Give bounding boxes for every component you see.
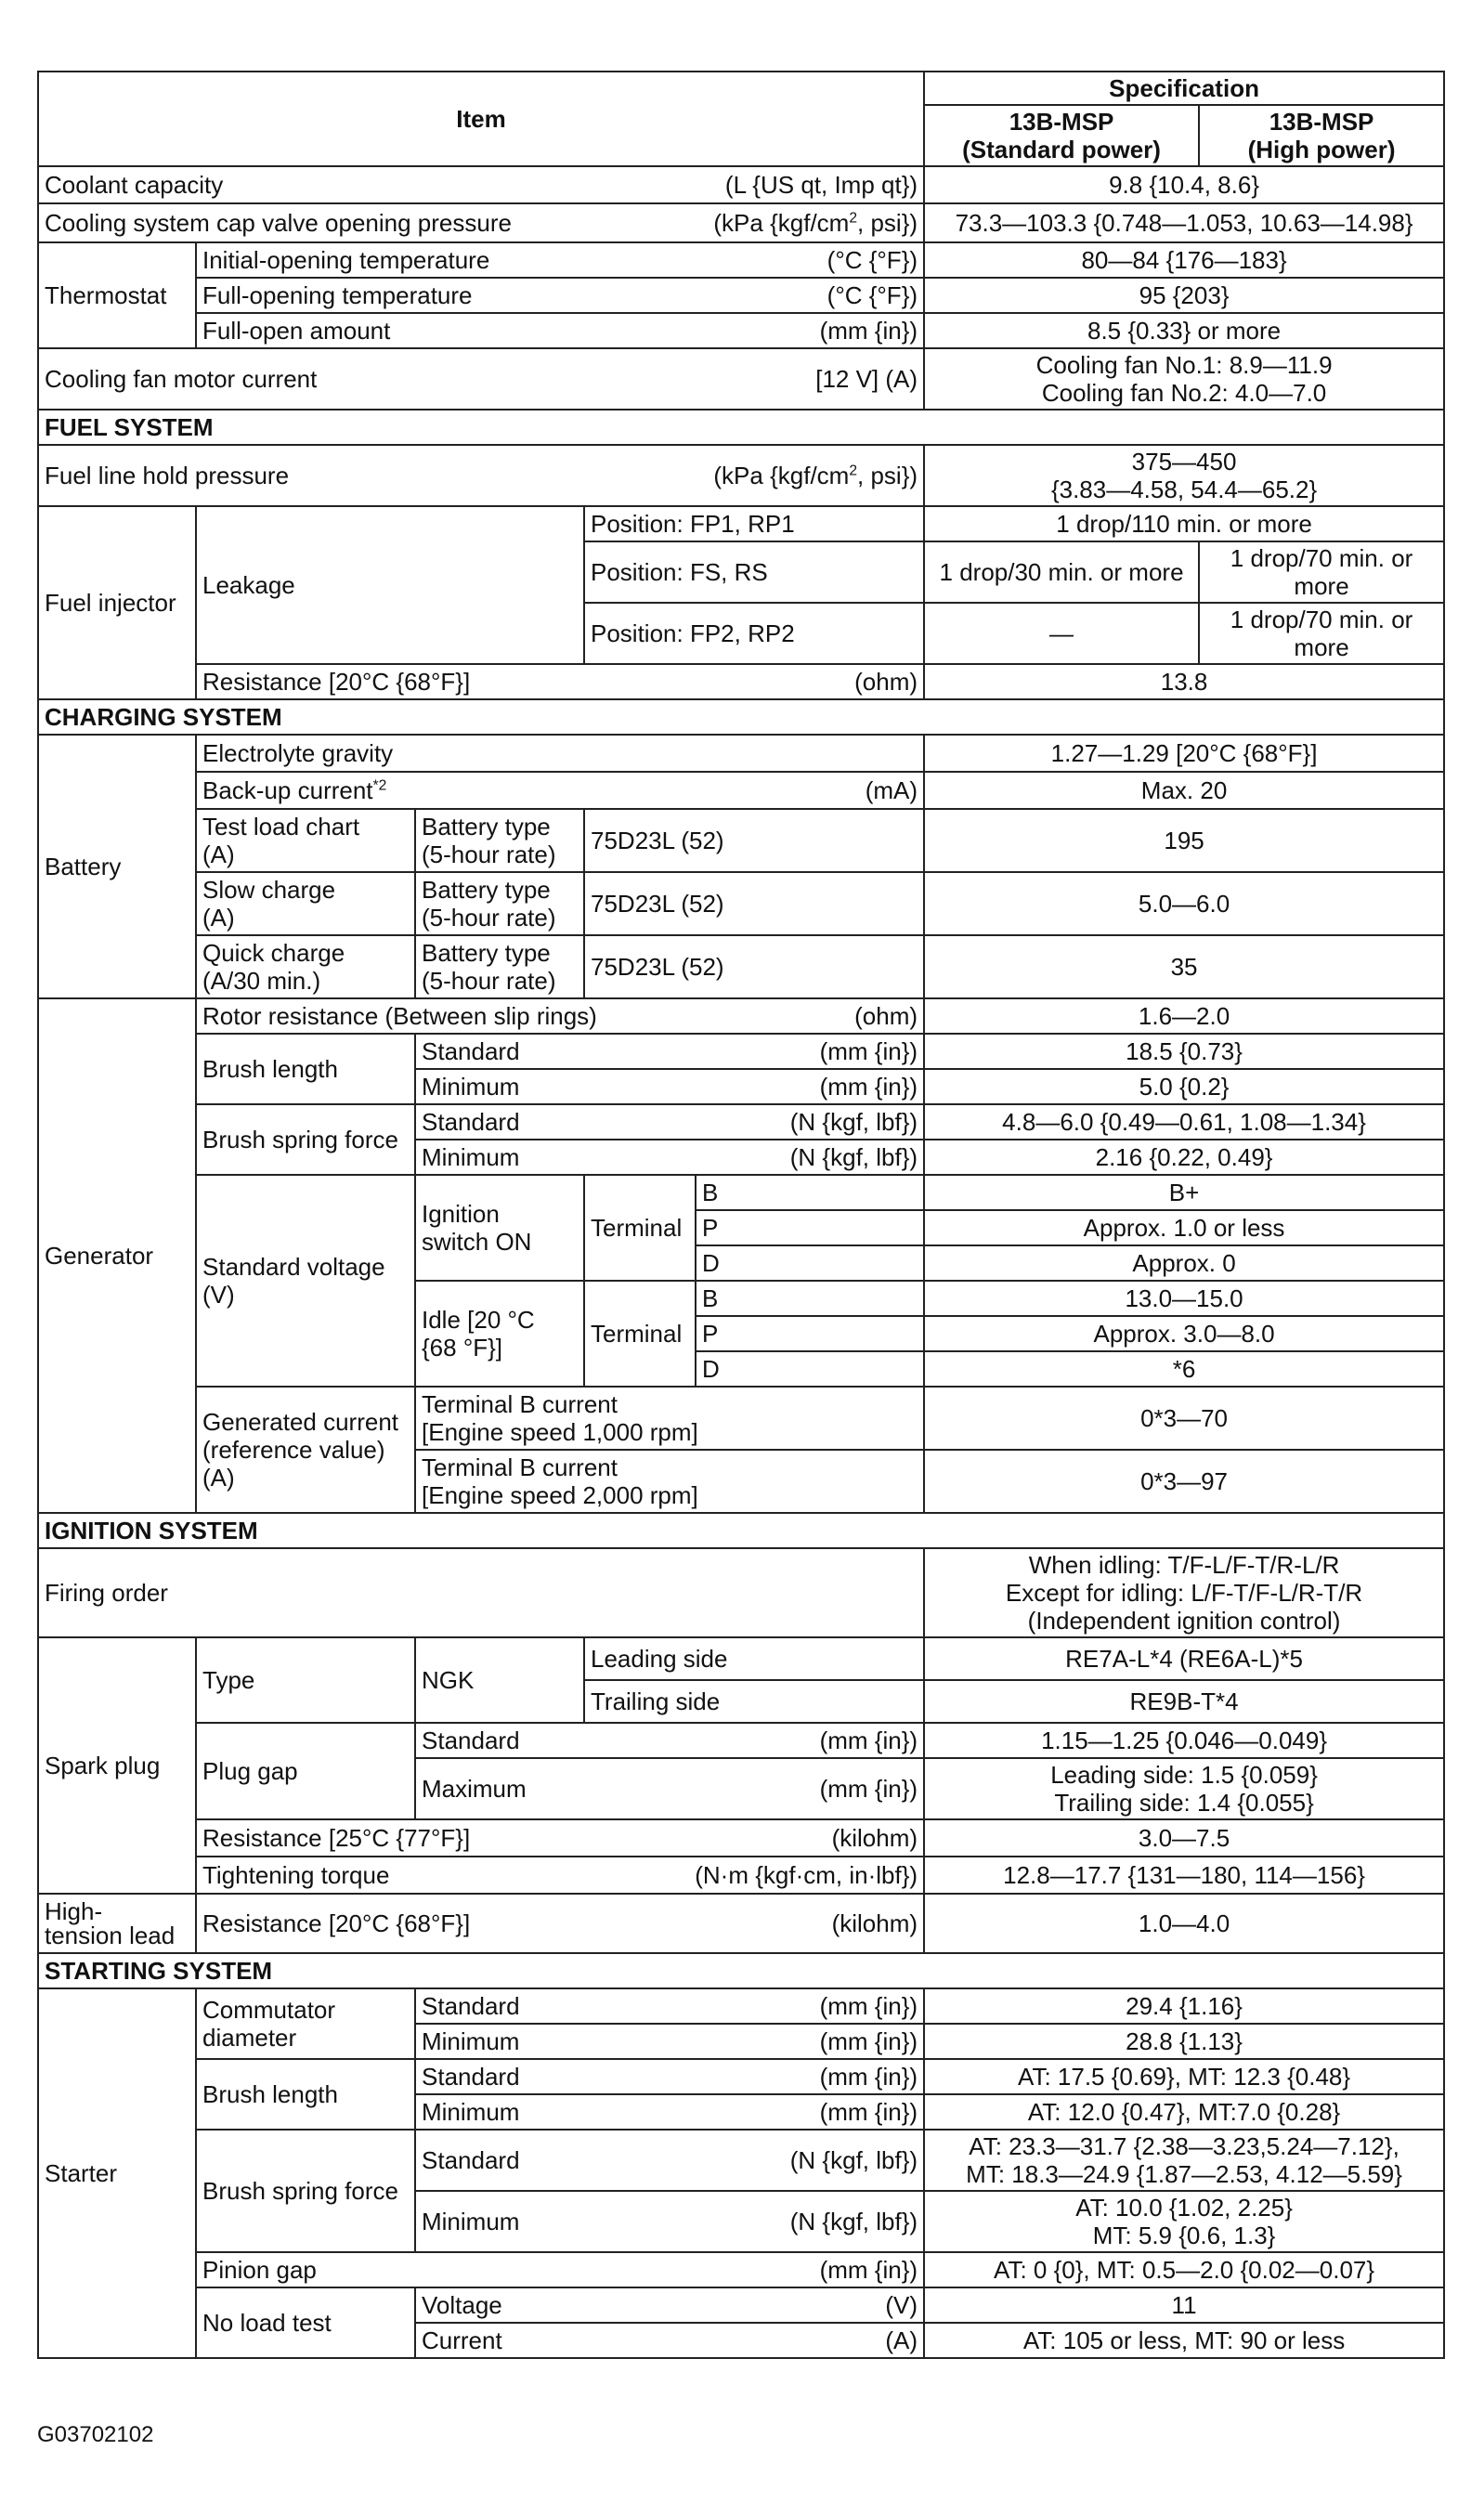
- fuel-line-value: [924, 445, 1444, 506]
- idle-p-value: Approx. 3.0—8.0: [924, 1316, 1444, 1351]
- cap-valve-label: [38, 203, 924, 242]
- section-fuel-system: FUEL SYSTEM: [38, 410, 1444, 445]
- label-text: Minimum: [422, 2027, 520, 2055]
- unit: (N {kgf, lbf}): [789, 2146, 918, 2174]
- voltage-label: [415, 2287, 924, 2323]
- unit: (mm {in}): [819, 1073, 918, 1101]
- thermostat-full-label: [196, 278, 924, 313]
- slow-charge-label: Slow charge (A): [196, 872, 415, 935]
- terminal-d: D: [696, 1245, 924, 1281]
- unit: (A): [885, 2326, 918, 2354]
- unit: (mm {in}): [819, 2063, 918, 2091]
- unit: (mm {in}): [819, 1992, 918, 2020]
- standard-voltage-label: Standard voltage (V): [196, 1175, 415, 1387]
- unit: (V): [885, 2291, 918, 2319]
- commutator-label: Commutator diameter: [196, 1988, 415, 2059]
- gen-bl-standard: [415, 1034, 924, 1069]
- slow-charge-value: 5.0—6.0: [924, 872, 1444, 935]
- label-text: Full-opening temperature: [202, 281, 473, 309]
- gen-brush-length-label: Brush length: [196, 1034, 415, 1104]
- unit: (N·m {kgf·cm, in·lbf}): [695, 1861, 918, 1889]
- label-text: Minimum: [422, 2098, 520, 2126]
- electrolyte-label: Electrolyte gravity: [196, 735, 924, 772]
- unit: (mm {in}): [819, 2256, 918, 2284]
- ignition-on-label: Ignition switch ON: [415, 1175, 584, 1281]
- thermostat-amount-value: 8.5 {0.33} or more: [924, 313, 1444, 348]
- label-text: Cooling fan motor current: [45, 365, 318, 393]
- unit: (°C {°F}): [827, 281, 918, 309]
- terminal-b-1000-value: 0*3—70: [924, 1387, 1444, 1450]
- fuel-line-value-1: 375—450: [1131, 448, 1237, 476]
- label-text: Resistance [25°C {77°F}]: [202, 1824, 471, 1852]
- idle-label: Idle [20 °C {68 °F}]: [415, 1281, 584, 1387]
- st-bs-standard-value: [924, 2130, 1444, 2191]
- gen-bs-standard-value: 4.8—6.0 {0.49—0.61, 1.08—1.34}: [924, 1104, 1444, 1140]
- thermostat-full-value: 95 {203}: [924, 278, 1444, 313]
- unit: (mm {in}): [819, 317, 918, 345]
- battery-group: Battery: [38, 735, 196, 998]
- label-text: Minimum: [422, 1143, 520, 1171]
- unit: (ohm): [854, 1002, 918, 1030]
- leakage-label: Leakage: [196, 506, 584, 664]
- injector-resistance-value: 13.8: [924, 664, 1444, 699]
- position-fs-std: 1 drop/30 min. or more: [924, 541, 1199, 603]
- label-text: Full-open amount: [202, 317, 391, 345]
- spark-plug-group: Spark plug: [38, 1637, 196, 1894]
- bs-std-2: MT: 18.3—24.9 {1.87—2.53, 4.12—5.59}: [966, 2160, 1402, 2188]
- firing-2: Except for idling: L/F-T/F-L/R-T/R: [1005, 1579, 1363, 1607]
- label-text: Minimum: [422, 1073, 520, 1101]
- backup-current-value: Max. 20: [924, 772, 1444, 809]
- unit: (kilohm): [831, 1824, 918, 1852]
- starter-group: Starter: [38, 1988, 196, 2358]
- st-bl-minimum-value: AT: 12.0 {0.47}, MT:7.0 {0.28}: [924, 2094, 1444, 2130]
- current-value: AT: 105 or less, MT: 90 or less: [924, 2323, 1444, 2358]
- unit: (mm {in}): [819, 2098, 918, 2126]
- leading-side-label: Leading side: [584, 1637, 924, 1680]
- on-b-value: B+: [924, 1175, 1444, 1210]
- gap-maximum: [415, 1758, 924, 1819]
- battery-type-value: 75D23L (52): [584, 935, 924, 998]
- unit: (N {kgf, lbf}): [789, 2208, 918, 2235]
- terminal-p: P: [696, 1316, 924, 1351]
- label-text: Standard: [422, 1108, 520, 1136]
- unit: (mm {in}): [819, 1727, 918, 1754]
- trailing-side-value: RE9B-T*4: [924, 1680, 1444, 1723]
- header-high-power: 13B-MSP (High power): [1199, 105, 1444, 166]
- pinion-gap-label: [196, 2252, 924, 2287]
- spark-resistance-label: [196, 1819, 924, 1857]
- terminal-label: Terminal: [584, 1281, 696, 1387]
- gap-max-1: Leading side: 1.5 {0.059}: [1050, 1761, 1318, 1789]
- terminal-b: B: [696, 1175, 924, 1210]
- voltage-value: 11: [924, 2287, 1444, 2323]
- ht-lead-group: High- tension lead: [38, 1894, 196, 1953]
- terminal-b-2000-label: Terminal B current [Engine speed 2,000 rpm]: [415, 1450, 924, 1513]
- position-fp1-value: 1 drop/110 min. or more: [924, 506, 1444, 541]
- comm-minimum: [415, 2024, 924, 2059]
- torque-label: [196, 1857, 924, 1894]
- generator-group: Generator: [38, 998, 196, 1513]
- battery-type-value: 75D23L (52): [584, 872, 924, 935]
- gen-bl-standard-value: 18.5 {0.73}: [924, 1034, 1444, 1069]
- injector-resistance-label: [196, 664, 924, 699]
- backup-current-label: [196, 772, 924, 809]
- section-charging-system: CHARGING SYSTEM: [38, 699, 1444, 735]
- fan1-value: Cooling fan No.1: 8.9—11.9: [1035, 351, 1333, 379]
- firing-order-label: Firing order: [38, 1548, 924, 1637]
- bs-min-2: MT: 5.9 {0.6, 1.3}: [1092, 2222, 1276, 2249]
- label-text: Voltage: [422, 2291, 502, 2319]
- no-load-test-label: No load test: [196, 2287, 415, 2358]
- battery-type-value: 75D23L (52): [584, 809, 924, 872]
- fuel-line-value-2: {3.83—4.58, 54.4—65.2}: [1050, 476, 1318, 503]
- leading-side-value: RE7A-L*4 (RE6A-L)*5: [924, 1637, 1444, 1680]
- terminal-p: P: [696, 1210, 924, 1245]
- label-text: Standard: [422, 1992, 520, 2020]
- unit: [12 V] (A): [815, 365, 918, 393]
- gap-standard: [415, 1723, 924, 1758]
- header-item: Item: [38, 72, 924, 166]
- terminal-b-2000-value: 0*3—97: [924, 1450, 1444, 1513]
- label-text: Back-up current: [202, 776, 373, 804]
- ngk-label: NGK: [415, 1637, 584, 1723]
- generated-current-label: Generated current (reference value) (A): [196, 1387, 415, 1513]
- battery-type-label: Battery type (5-hour rate): [415, 809, 584, 872]
- gap-standard-value: 1.15—1.25 {0.046—0.049}: [924, 1723, 1444, 1758]
- section-ignition-system: IGNITION SYSTEM: [38, 1513, 1444, 1548]
- gap-max-2: Trailing side: 1.4 {0.055}: [1054, 1789, 1314, 1817]
- specification-table: [37, 71, 1445, 2359]
- st-bs-standard: [415, 2130, 924, 2191]
- header-specification: Specification: [924, 72, 1444, 105]
- gen-bs-minimum-value: 2.16 {0.22, 0.49}: [924, 1140, 1444, 1175]
- plug-gap-label: Plug gap: [196, 1723, 415, 1819]
- position-fp2-std: —: [924, 603, 1199, 664]
- st-bl-standard: [415, 2059, 924, 2094]
- comm-minimum-value: 28.8 {1.13}: [924, 2024, 1444, 2059]
- st-bl-minimum: [415, 2094, 924, 2130]
- unit: (°C {°F}): [827, 246, 918, 274]
- firing-order-value: [924, 1548, 1444, 1637]
- thermostat-initial-label: [196, 242, 924, 278]
- idle-b-value: 13.0—15.0: [924, 1281, 1444, 1316]
- fan-current-value: [924, 348, 1444, 410]
- comm-standard: [415, 1988, 924, 2024]
- unit: (kPa {$kgf/cm^2$, psi}): [713, 462, 918, 489]
- unit: (N {kgf, lbf}): [789, 1143, 918, 1171]
- test-load-value: 195: [924, 809, 1444, 872]
- coolant-capacity-label: [38, 166, 924, 203]
- gen-bs-minimum: [415, 1140, 924, 1175]
- battery-type-label: Battery type (5-hour rate): [415, 872, 584, 935]
- thermostat-initial-value: 80—84 {176—183}: [924, 242, 1444, 278]
- unit: (ohm): [854, 668, 918, 696]
- position-fp1: Position: FP1, RP1: [584, 506, 924, 541]
- label-text: Cooling system cap valve opening pressure: [45, 209, 512, 237]
- on-p-value: Approx. 1.0 or less: [924, 1210, 1444, 1245]
- thermostat-group: Thermostat: [38, 242, 196, 348]
- test-load-label: Test load chart (A): [196, 809, 415, 872]
- trailing-side-label: Trailing side: [584, 1680, 924, 1723]
- label-text: Resistance [20°C {68°F}]: [202, 668, 471, 696]
- terminal-b: B: [696, 1281, 924, 1316]
- spark-type-label: Type: [196, 1637, 415, 1723]
- label-text: Rotor resistance (Between slip rings): [202, 1002, 597, 1030]
- label-text: Pinion gap: [202, 2256, 317, 2284]
- gen-bs-standard: [415, 1104, 924, 1140]
- unit: (mA): [865, 776, 918, 804]
- ht-lead-value: 1.0—4.0: [924, 1894, 1444, 1953]
- unit: (L {US qt, Imp qt}): [724, 171, 918, 199]
- st-bl-standard-value: AT: 17.5 {0.69}, MT: 12.3 {0.48}: [924, 2059, 1444, 2094]
- torque-value: 12.8—17.7 {131—180, 114—156}: [924, 1857, 1444, 1894]
- terminal-label: Terminal: [584, 1175, 696, 1281]
- unit: (kPa {$kgf/cm^2$, psi}): [713, 209, 918, 237]
- comm-standard-value: 29.4 {1.16}: [924, 1988, 1444, 2024]
- quick-charge-label: Quick charge (A/30 min.): [196, 935, 415, 998]
- starter-brush-spring-label: Brush spring force: [196, 2130, 415, 2252]
- unit: (kilohm): [831, 1909, 918, 1937]
- fan-current-label: [38, 348, 924, 410]
- current-label: [415, 2323, 924, 2358]
- rotor-resistance-label: [196, 998, 924, 1034]
- terminal-b-1000-label: Terminal B current [Engine speed 1,000 rpm]: [415, 1387, 924, 1450]
- bs-min-1: AT: 10.0 {1.02, 2.25}: [1075, 2194, 1293, 2222]
- figure-code: G03702102: [37, 2422, 154, 2447]
- rotor-resistance-value: 1.6—2.0: [924, 998, 1444, 1034]
- thermostat-amount-label: [196, 313, 924, 348]
- label-text: Current: [422, 2326, 502, 2354]
- label-text: Coolant capacity: [45, 171, 224, 199]
- label-text: Tightening torque: [202, 1861, 390, 1889]
- gen-bl-minimum: [415, 1069, 924, 1104]
- label-text: Standard: [422, 1037, 520, 1065]
- footnote: *2: [372, 777, 387, 794]
- position-fs: Position: FS, RS: [584, 541, 924, 603]
- fuel-line-label: [38, 445, 924, 506]
- electrolyte-value: 1.27—1.29 [20°C {68°F}]: [924, 735, 1444, 772]
- idle-d-value: *6: [924, 1351, 1444, 1387]
- firing-3: (Independent ignition control): [1027, 1607, 1341, 1635]
- gap-maximum-value: [924, 1758, 1444, 1819]
- pinion-gap-value: AT: 0 {0}, MT: 0.5—2.0 {0.02—0.07}: [924, 2252, 1444, 2287]
- st-bs-minimum: [415, 2191, 924, 2252]
- gen-bl-minimum-value: 5.0 {0.2}: [924, 1069, 1444, 1104]
- label-text: Resistance [20°C {68°F}]: [202, 1909, 471, 1937]
- unit: (mm {in}): [819, 2027, 918, 2055]
- quick-charge-value: 35: [924, 935, 1444, 998]
- position-fs-high: 1 drop/70 min. or more: [1199, 541, 1444, 603]
- cap-valve-value: 73.3—103.3 {0.748—1.053, 10.63—14.98}: [924, 203, 1444, 242]
- position-fp2-high: 1 drop/70 min. or more: [1199, 603, 1444, 664]
- label-text: Minimum: [422, 2208, 520, 2235]
- on-d-value: Approx. 0: [924, 1245, 1444, 1281]
- unit: (mm {in}): [819, 1775, 918, 1803]
- header-standard-power: 13B-MSP (Standard power): [924, 105, 1199, 166]
- label-text: Standard: [422, 2063, 520, 2091]
- section-starting-system: STARTING SYSTEM: [38, 1953, 1444, 1988]
- position-fp2: Position: FP2, RP2: [584, 603, 924, 664]
- ht-lead-label: [196, 1894, 924, 1953]
- firing-1: When idling: T/F-L/F-T/R-L/R: [1028, 1551, 1340, 1579]
- coolant-capacity-value: 9.8 {10.4, 8.6}: [924, 166, 1444, 203]
- spark-resistance-value: 3.0—7.5: [924, 1819, 1444, 1857]
- unit: (N {kgf, lbf}): [789, 1108, 918, 1136]
- label-text: Standard: [422, 1727, 520, 1754]
- label-text: Standard: [422, 2146, 520, 2174]
- unit: (mm {in}): [819, 1037, 918, 1065]
- terminal-d: D: [696, 1351, 924, 1387]
- label-text: Initial-opening temperature: [202, 246, 490, 274]
- gen-brush-spring-label: Brush spring force: [196, 1104, 415, 1175]
- label-text: Maximum: [422, 1775, 527, 1803]
- label-text: Fuel line hold pressure: [45, 462, 290, 489]
- st-bs-minimum-value: [924, 2191, 1444, 2252]
- starter-brush-length-label: Brush length: [196, 2059, 415, 2130]
- fuel-injector-group: Fuel injector: [38, 506, 196, 699]
- bs-std-1: AT: 23.3—31.7 {2.38—3.23,5.24—7.12},: [969, 2132, 1399, 2160]
- battery-type-label: Battery type (5-hour rate): [415, 935, 584, 998]
- fan2-value: Cooling fan No.2: 4.0—7.0: [1041, 379, 1327, 407]
